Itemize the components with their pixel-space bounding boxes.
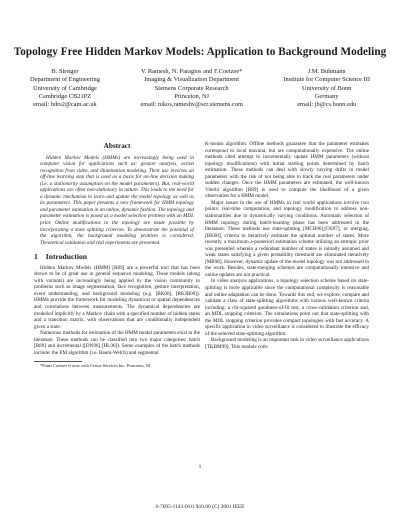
author-affiliation: Siemens Corporate Research <box>154 84 229 92</box>
abstract-text: Hidden Markov Models (HMMs) are increasingly being used in computer vision for applications such as: gesture analysis, action recognition from video, and illumination modeling. Their use involves an off-line learning step that is used as a basis for on-line decision making (i.e. a stationarity assumption on the model parameters). But, real-world applications are often non-stationary in nature. This leads to the need for a dynamic mechanism to learn and update the model topology as well as its parameters. This paper presents a new framework for HMM topology and parameter estimation in an online, dynamic fashion. The topology and parameter estimation is posed as a model selection problem with an MDL prior. Online modifications to the topology are made possible by incorporating a state splitting criterion. To demonstrate the potential of the algorithm, the background modeling problem is considered. Theoretical validation and real experiments are presented. <box>40 154 194 246</box>
author-block <box>30 68 370 109</box>
body-paragraph: K-means algorithm. Offline methods guarantee that the parameter estimates correspond to local maxima, but are computationally expensive. The online methods cited attempt to incrementally update HMM parameters (without topology modifications) with initial starting points determined by batch estimation. These methods can deal with slowly varying drifts in model parameters with the risk of not being able to track the real parameters under sudden changes. Once the HMM parameters are estimated, the well-known Viterbi algorithm [R89] is used to compute the likelihood of a given observation for a HMM model. <box>205 141 369 200</box>
abstract-heading: Abstract <box>103 142 131 150</box>
author-stenger <box>30 68 100 109</box>
author-address: Cambridge CB21PZ <box>38 92 92 100</box>
body-paragraph: Major issues in the use of HMMs in real world applications involve two points: real-time computation, and topology modification to address non-stationarities due to dynamically varying conditions. Automatic selection of HMM topology during batch-learning phase has been addressed in the literature. These methods use state-splitting [MCB96],[OS97], or merging, [BK00], criteria to iteratively estimate the optimal number of states. More recently, a maximum a-posteriori estimation scheme utilizing an entropic prior was presented wherein a redundant number of states is initially assumed and weak states satisfying a given probability threshold are eliminated iteratively [MB98]. However, dynamic update of the model topology was not addressed in the work. Besides, state-merging schemes are computationally intensive and online updates are not practical. <box>205 199 369 278</box>
author-affiliation: Department of Engineering <box>30 76 100 84</box>
author-address: Germany <box>314 92 339 100</box>
author-name: V. Ramesh, N. Paragios and F.Coetzee* <box>140 68 243 75</box>
body-paragraph: Background modeling is an important task in video surveillance applications [TKBM99]. This module com- <box>205 337 369 350</box>
author-email: email: nikos,rameshv@scr.siemens.com <box>140 101 243 109</box>
author-name: J.M. Buhmann <box>307 68 346 75</box>
body-paragraph: In video analysis applications, a topology selection scheme based on state-splitting is more applicable since the computational complexity is reasonable and online adaptation can be done. Towards this end, we explore, compare and validate a class of state-splitting algorithms with various well-known criteria including: a chi-squared goodness-of-fit test, a cross-validation criterion and, an MDL stopping criterion. The simulations point out that state-splitting with the MDL stopping criterion provides compact topologies with fast accuracy. A specific application in video surveillance is considered to illustrate the efficacy of the selected state-splitting algorithm. <box>205 278 369 337</box>
right-column <box>205 141 369 351</box>
footnote-divider <box>34 361 82 362</box>
copyright-line: 0-7695-1143-0/01 $10.00 (C) 2001 IEEE <box>155 504 245 510</box>
author-affiliation: University of Bonn <box>302 84 352 92</box>
intro-paragraph: Numerous methods for estimation of the HMM model parameters exist in the literature. These methods can be classified into two major categories: batch [R89] and incremental ([DN96] [HL96]). Some examples of the batch methods include: the EM algorithm (i.e. Baum-Welch) and segmental <box>34 330 200 356</box>
author-ramesh-paragios-coetzee <box>140 68 242 109</box>
section-heading-introduction <box>34 254 200 261</box>
intro-paragraph: Hidden Markov Models (HMM) [R89] are a powerful tool that has been shown to be of great use in general sequence modeling. These models (along with variants) are increasingly being applied by the vision community to problems such as image segmentation, face recognition, gesture interpretation, event understanding, and background modeling (e.g. [BK00], [RKJB00]). HMMs provide the framework for modeling dynamical or spatial dependencies and correlations between measurements. The dynamical dependencies are modelled implicitly by a Markov chain with a specified number of hidden states and a transition matrix, with observations that are conditionally independent given a state. <box>34 264 200 330</box>
author-email: email: bdrs2@cam.ac.uk <box>33 101 97 109</box>
section-number: 1 <box>34 252 38 262</box>
left-column <box>34 143 200 369</box>
author-affiliation: Institute for Computer Science III <box>283 76 370 84</box>
author-address: Princeton, NJ <box>174 92 210 100</box>
author-buhmann <box>283 68 370 109</box>
paper-title: Topology Free Hidden Markov Models: Application to Background Modeling <box>13 46 387 58</box>
footnote: *Frans Coetzee is now with Certus-Services Inc. Princeton, NJ <box>40 363 151 369</box>
author-email: email: jb@cs.bonn.edu <box>297 101 357 109</box>
page-number: 1 <box>198 464 202 470</box>
section-title: Introduction <box>45 252 88 262</box>
author-affiliation: University of Cambridge <box>33 84 97 92</box>
author-affiliation: Imaging & Visualization Department <box>144 76 240 84</box>
author-name: B. Stenger <box>51 68 79 75</box>
